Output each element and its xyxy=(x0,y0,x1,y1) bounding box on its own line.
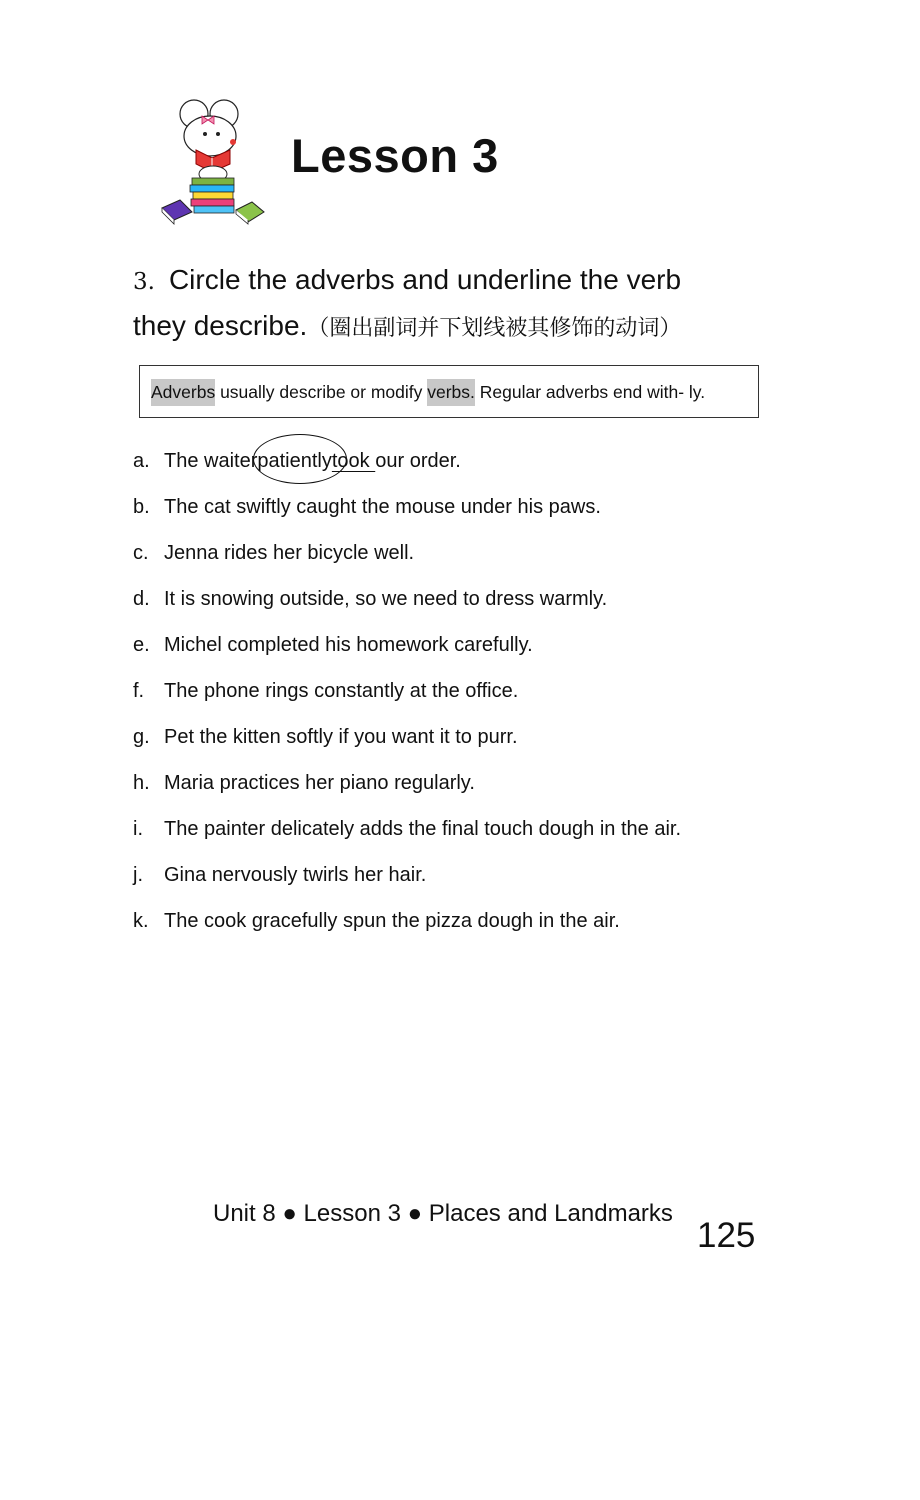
item-text: The cook gracefully spun the pizza dough in the air. xyxy=(164,910,620,932)
rule-part-2: Regular adverbs end with- ly. xyxy=(474,382,706,402)
highlight-verbs: verbs. xyxy=(427,379,475,406)
page-number: 125 xyxy=(697,1216,756,1255)
item-text: It is snowing outside, so we need to dress warmly. xyxy=(164,588,608,610)
item-text: Jenna rides her bicycle well. xyxy=(164,542,415,564)
list-item xyxy=(133,631,833,677)
list-item xyxy=(133,861,833,907)
list-item xyxy=(133,769,833,815)
item-text: Pet the kitten softly if you want it to purr. xyxy=(164,726,518,748)
list-item xyxy=(133,585,833,631)
instruction-line-2: they describe. xyxy=(133,310,308,341)
underlined-verb: took xyxy=(331,450,376,472)
exercise-list xyxy=(133,447,833,953)
circled-adverb xyxy=(257,447,332,475)
instruction-line-1: Circle the adverbs and underline the verb xyxy=(168,264,682,295)
grammar-rule-box xyxy=(139,365,759,418)
list-item xyxy=(133,907,833,953)
list-item xyxy=(133,677,833,723)
highlight-adverbs: Adverbs xyxy=(151,379,215,406)
exercise-number: 3. xyxy=(133,269,155,295)
example-before: The waiter xyxy=(164,450,258,472)
item-text: The cat swiftly caught the mouse under his paws. xyxy=(164,496,601,518)
list-item xyxy=(133,493,833,539)
list-item xyxy=(133,815,833,861)
item-label: j. xyxy=(133,864,143,886)
item-label: d. xyxy=(133,588,150,610)
list-item xyxy=(133,723,833,769)
circle-mark xyxy=(253,434,347,484)
example-after: our order. xyxy=(375,450,461,472)
item-text xyxy=(164,447,461,475)
item-label: i. xyxy=(133,818,143,840)
item-label: f. xyxy=(133,680,145,702)
item-label: h. xyxy=(133,772,150,794)
item-text: The phone rings constantly at the office. xyxy=(164,680,519,702)
instruction-chinese: （圈出副词并下划线被其修饰的动词） xyxy=(307,316,682,341)
list-item xyxy=(133,539,833,585)
item-text: Gina nervously twirls her hair. xyxy=(164,864,427,886)
page-title: Lesson 3 xyxy=(291,129,499,182)
item-label: k. xyxy=(133,910,149,932)
mouse-reading-books-icon xyxy=(158,98,268,230)
item-label: g. xyxy=(133,726,150,748)
item-text: Michel completed his homework carefully. xyxy=(164,634,533,656)
example-item xyxy=(133,447,833,493)
item-text: The painter delicately adds the final touch dough in the air. xyxy=(164,818,682,840)
grammar-rule-text xyxy=(151,382,705,402)
exercise-instruction xyxy=(133,258,773,351)
example-adverb: patiently xyxy=(257,450,332,472)
item-label: b. xyxy=(133,496,150,518)
page-footer: Unit 8 ● Lesson 3 ● Places and Landmarks xyxy=(213,1200,673,1227)
item-label: a. xyxy=(133,450,150,472)
item-label: c. xyxy=(133,542,149,564)
rule-part-1: usually describe or modify xyxy=(215,382,428,402)
item-text: Maria practices her piano regularly. xyxy=(164,772,475,794)
item-label: e. xyxy=(133,634,150,656)
